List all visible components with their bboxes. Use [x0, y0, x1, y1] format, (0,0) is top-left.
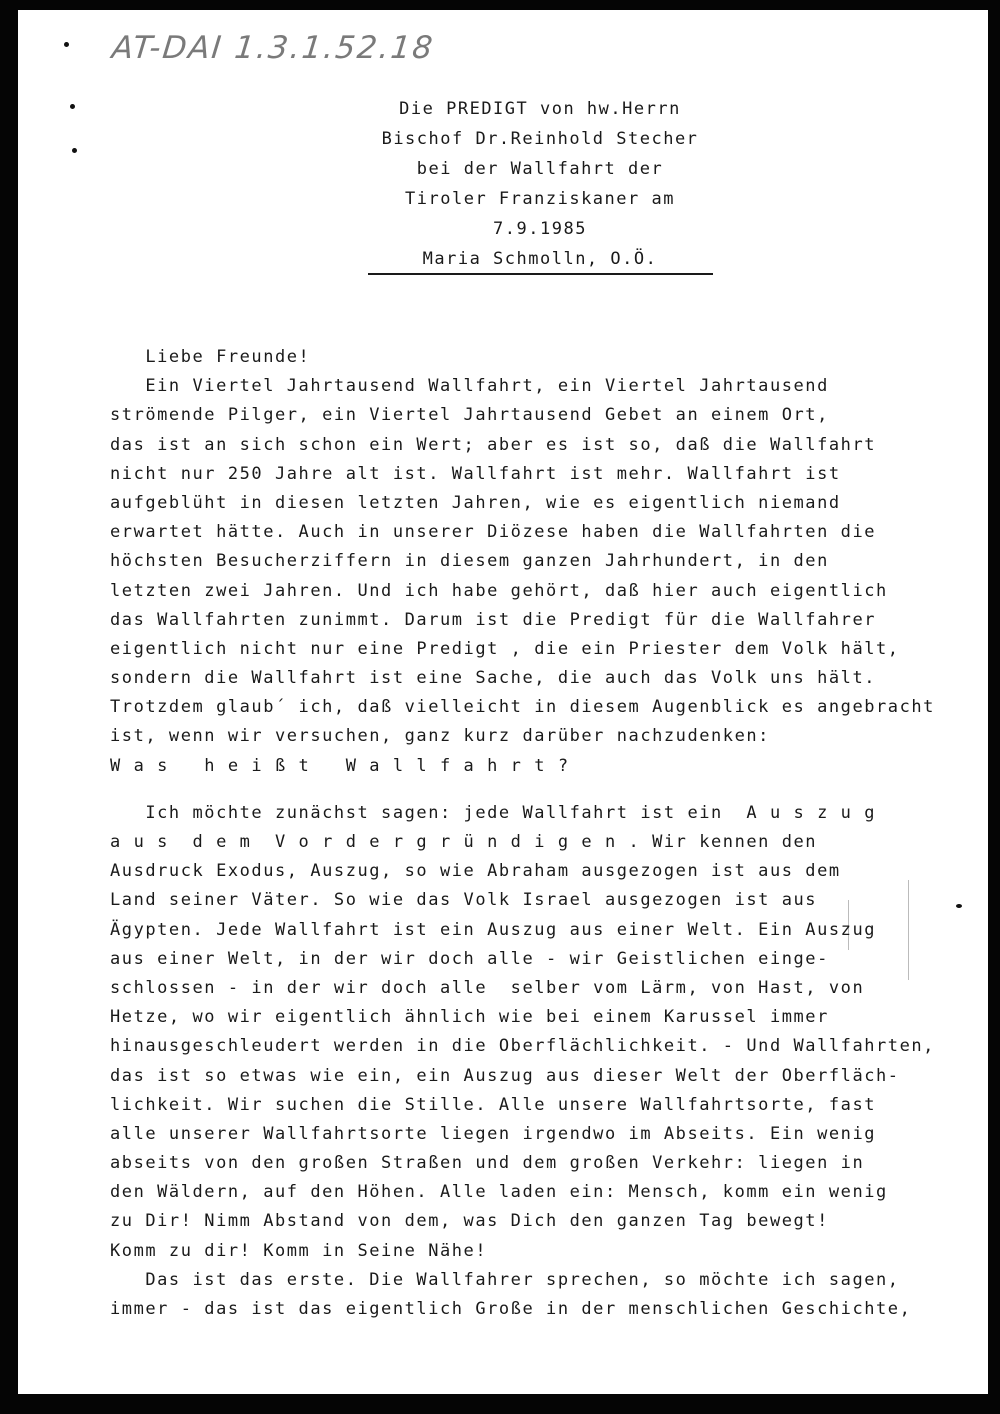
scan-speck — [64, 42, 69, 47]
scan-speck — [72, 148, 77, 153]
text-line: abseits von den großen Straßen und dem großen Verkehr: liegen in — [110, 1153, 865, 1174]
text-line: alle unserer Wallfahrtsorte liegen irgendwo im Abseits. Ein wenig — [110, 1123, 877, 1144]
archive-reference-handwritten: AT-DAI 1.3.1.52.18 — [110, 30, 437, 66]
section-heading-was-heisst-wallfahrt: W a s h e i ß t W a l l f a h r t ? — [110, 755, 570, 776]
text-line: lichkeit. Wir suchen die Stille. Alle unsere Wallfahrtsorte, fast — [110, 1094, 877, 1115]
text-line: erwartet hätte. Auch in unserer Diözese haben die Wallfahrten die — [110, 522, 877, 543]
text-line: letzten zwei Jahren. Und ich habe gehört, daß hier auch eigentlich — [110, 580, 888, 601]
text-line: das Wallfahrten zunimmt. Darum ist die Predigt für die Wallfahrer — [110, 609, 877, 630]
header-line: 7.9.1985 — [493, 219, 587, 239]
paragraph-1 — [110, 343, 970, 781]
header-line: Maria Schmolln, O.Ö. — [422, 249, 658, 269]
sermon-body — [110, 343, 970, 1324]
text-line: sondern die Wallfahrt ist eine Sache, die auch das Volk uns hält. — [110, 668, 877, 689]
text-line: den Wäldern, auf den Höhen. Alle laden ein: Mensch, komm ein wenig — [110, 1182, 888, 1203]
text-line: Ein Viertel Jahrtausend Wallfahrt, ein Viertel Jahrtausend — [110, 376, 829, 397]
text-line: Hetze, wo wir eigentlich ähnlich wie bei einem Karussel immer — [110, 1007, 829, 1028]
text-line: immer - das ist das eigentlich Große in der menschlichen Geschichte, — [110, 1299, 912, 1319]
text-line: höchsten Besucherziffern in diesem ganzen Jahrhundert, in den — [110, 551, 829, 572]
text-line: nicht nur 250 Jahre alt ist. Wallfahrt ist mehr. Wallfahrt ist — [110, 463, 841, 484]
header-line: Die PREDIGT von hw.Herrn — [399, 99, 681, 119]
scan-speck — [70, 104, 75, 109]
text-line: Land seiner Väter. So wie das Volk Israel ausgezogen ist aus — [110, 890, 818, 911]
text-line: Das ist das erste. Die Wallfahrer sprechen, so möchte ich sagen, — [110, 1269, 900, 1290]
text-line: Ausdruck Exodus, Auszug, so wie Abraham ausgezogen ist aus dem — [110, 861, 841, 882]
text-line: Ägypten. Jede Wallfahrt ist ein Auszug aus einer Welt. Ein Auszug — [110, 919, 877, 940]
text-line: eigentlich nicht nur eine Predigt , die ein Priester dem Volk hält, — [110, 638, 900, 659]
text-line: Liebe Freunde! — [110, 347, 311, 367]
header-line: Tiroler Franziskaner am — [405, 189, 675, 209]
paragraph-gap — [110, 781, 970, 799]
header-line: bei der Wallfahrt der — [416, 159, 664, 179]
header-line: Bischof Dr.Reinhold Stecher — [381, 129, 699, 149]
text-line: a u s d e m V o r d e r g r ü n d i g e n . Wir kennen den — [110, 832, 818, 852]
text-line: schlossen - in der wir doch alle selber vom Lärm, von Hast, von — [110, 977, 865, 998]
text-line: Ich möchte zunächst sagen: jede Wallfahrt ist ein A u s z u g — [110, 802, 877, 823]
sermon-header — [340, 94, 740, 274]
text-line: Trotzdem glaub´ ich, daß vielleicht in diesem Augenblick es angebracht — [110, 697, 935, 718]
text-line: zu Dir! Nimm Abstand von dem, was Dich den ganzen Tag bewegt! — [110, 1211, 829, 1232]
text-line: aus einer Welt, in der wir doch alle - wir Geistlichen einge- — [110, 948, 829, 969]
text-line: aufgeblüht in diesen letzten Jahren, wie es eigentlich niemand — [110, 492, 841, 513]
text-line: strömende Pilger, ein Viertel Jahrtausend Gebet an einem Ort, — [110, 405, 829, 426]
paragraph-2 — [110, 799, 970, 1324]
text-line: das ist an sich schon ein Wert; aber es ist so, daß die Wallfahrt — [110, 434, 877, 455]
text-line: Komm zu dir! Komm in Seine Nähe! — [110, 1240, 488, 1261]
text-line: ist, wenn wir versuchen, ganz kurz darüber nachzudenken: — [110, 726, 770, 747]
text-line: das ist so etwas wie ein, ein Auszug aus dieser Welt der Oberfläch- — [110, 1065, 900, 1086]
header-underline — [368, 273, 713, 275]
text-line: hinausgeschleudert werden in die Oberflächlichkeit. - Und Wallfahrten, — [110, 1036, 935, 1057]
